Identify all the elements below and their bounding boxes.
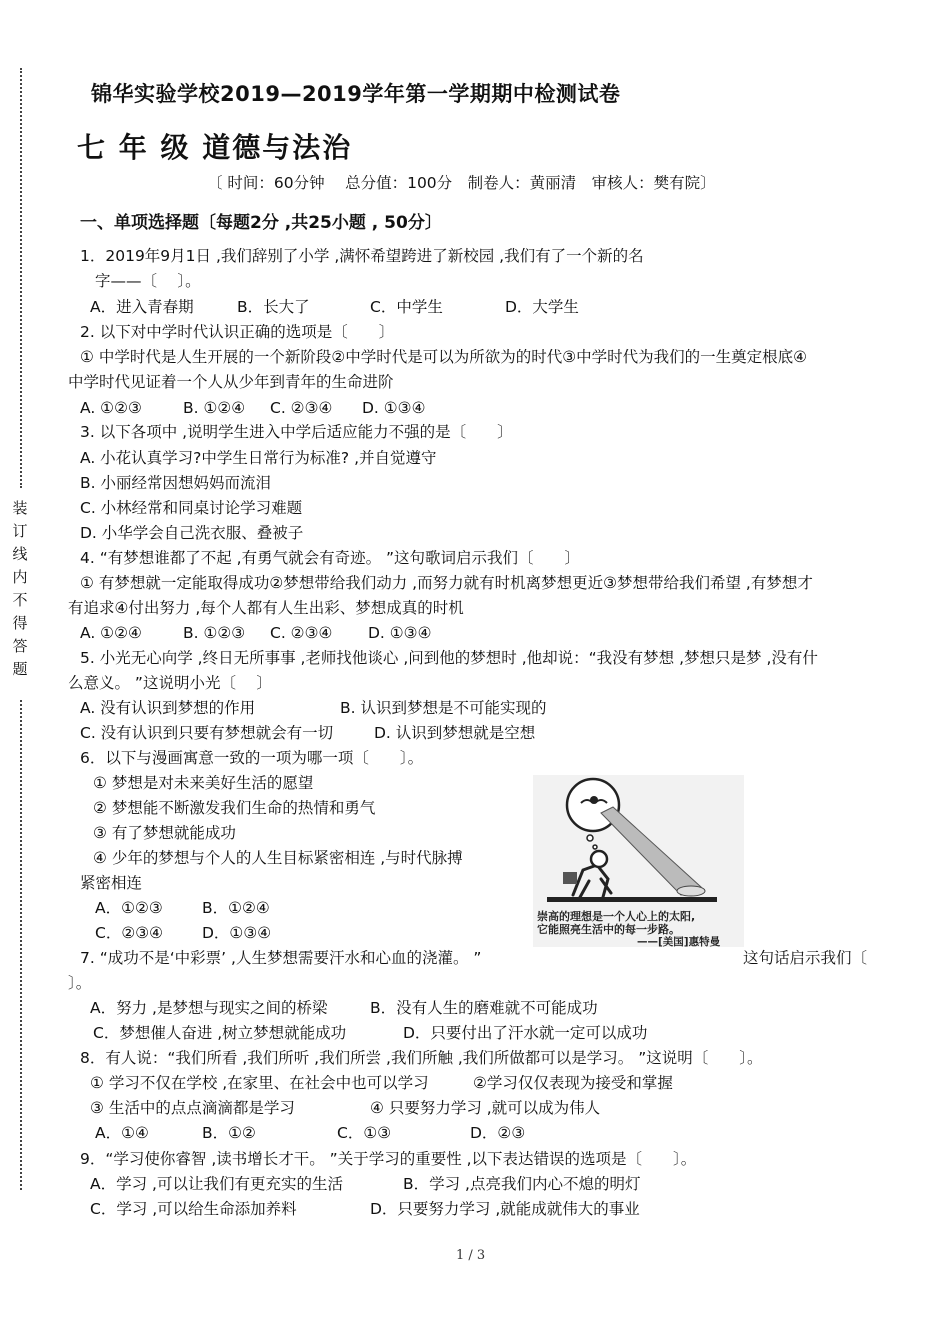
q6-stem: 6．以下与漫画寓意一致的一项为哪一项〔 〕。: [80, 749, 424, 767]
q4-option-d: D. ①③④: [368, 624, 432, 642]
binding-line-top: [20, 68, 22, 488]
binding-char: 内: [12, 568, 28, 586]
binding-char: 线: [12, 545, 28, 563]
q6-statement-2: ② 梦想能不断激发我们生命的热情和勇气: [93, 799, 376, 817]
cartoon-caption-2: 它能照亮生活中的每一步路。: [537, 923, 680, 936]
q4-statements-cont: 有追求④付出努力 ,每个人都有人生出彩、梦想成真的时机: [68, 599, 464, 617]
q9-stem: 9．“学习使你睿智 ,读书增长才干。 ”关于学习的重要性 ,以下表达错误的选项是〔 〕。: [80, 1150, 697, 1168]
q1-stem-cont: 字——〔 〕。: [95, 272, 201, 290]
q8-statement-4: ④ 只要努力学习 ,就可以成为伟人: [370, 1099, 601, 1117]
q8-option-a: A．①④: [95, 1124, 149, 1142]
q3-option-a: A. 小花认真学习?中学生日常行为标准? ,并自觉遵守: [80, 449, 437, 467]
q7-stem: 7. “成功不是‘中彩票’ ,人生梦想需要汗水和心血的浇灌。 ”: [80, 949, 482, 967]
q6-statement-3: ③ 有了梦想就能成功: [93, 824, 236, 842]
q2-option-b: B. ①②④: [183, 399, 246, 417]
q9-option-d: D．只要努力学习 ,就能成就伟大的事业: [370, 1200, 640, 1218]
q6-option-b: B．①②④: [202, 899, 270, 917]
q6-statement-1: ① 梦想是对未来美好生活的愿望: [93, 774, 314, 792]
q7-stem-right: 这句话启示我们〔: [743, 949, 868, 967]
binding-char: 题: [12, 660, 28, 678]
q3-option-d: D. 小华学会自己洗衣服、叠被子: [80, 524, 304, 542]
dream-sun-cartoon: [533, 775, 744, 947]
q7-option-b: B．没有人生的磨难就不可能成功: [370, 999, 598, 1017]
binding-line-bottom: [20, 700, 22, 1190]
q2-statements: ① 中学时代是人生开展的一个新阶段②中学时代是可以为所欲为的时代③中学时代为我们的一生奠定根底④: [80, 348, 808, 366]
q9-option-b: B．学习 ,点亮我们内心不熄的明灯: [403, 1175, 641, 1193]
q3-option-b: B. 小丽经常因想妈妈而流泪: [80, 474, 271, 492]
q1-stem: 1．2019年9月1日 ,我们辞别了小学 ,满怀希望跨进了新校园 ,我们有了一个新的名: [80, 247, 644, 265]
q2-option-c: C. ②③④: [270, 399, 333, 417]
q2-option-a: A. ①②③: [80, 399, 142, 417]
q1-option-c: C．中学生: [370, 298, 443, 316]
binding-char: 装: [12, 499, 28, 517]
q9-option-c: C．学习 ,可以给生命添加养料: [90, 1200, 297, 1218]
q6-option-c: C．②③④: [95, 924, 164, 942]
q7-option-c: C．梦想催人奋进 ,树立梦想就能成功: [93, 1024, 347, 1042]
q5-stem-cont: 么意义。 ”这说明小光〔 〕: [68, 674, 272, 692]
cartoon-author: ——[美国]惠特曼: [637, 936, 721, 947]
binding-char: 得: [12, 614, 28, 632]
q5-option-c: C. 没有认识到只要有梦想就会有一切: [80, 724, 334, 742]
q5-option-d: D. 认识到梦想就是空想: [374, 724, 536, 742]
q2-stem: 2. 以下对中学时代认识正确的选项是〔 〕: [80, 323, 395, 341]
binding-char: 订: [12, 522, 28, 540]
q8-statement-2: ②学习仅仅表现为接受和掌握: [473, 1074, 673, 1092]
school-title: 锦华实验学校2019—2019学年第一学期期中检测试卷: [91, 82, 621, 106]
q8-option-b: B．①②: [202, 1124, 256, 1142]
q4-option-a: A. ①②④: [80, 624, 142, 642]
q2-option-d: D. ①③④: [362, 399, 426, 417]
cartoon-caption-1: 崇高的理想是一个人心上的太阳,: [537, 910, 696, 923]
q6-statement-4: ④ 少年的梦想与个人的人生目标紧密相连 ,与时代脉搏: [93, 849, 463, 867]
q1-option-b: B．长大了: [237, 298, 310, 316]
q6-option-d: D．①③④: [202, 924, 272, 942]
binding-char: 不: [12, 591, 28, 609]
q5-option-b: B. 认识到梦想是不可能实现的: [340, 699, 547, 717]
q8-statement-1: ① 学习不仅在学校 ,在家里、在社会中也可以学习: [90, 1074, 429, 1092]
q5-option-a: A. 没有认识到梦想的作用: [80, 699, 256, 717]
grade-subject-title: 七 年 级 道德与法治: [77, 131, 353, 164]
q1-option-d: D．大学生: [505, 298, 579, 316]
q8-stem: 8．有人说：“我们所看 ,我们所听 ,我们所尝 ,我们所触 ,我们所做都可以是学习。 ”这说明〔 〕。: [80, 1049, 763, 1067]
q3-option-c: C. 小林经常和同桌讨论学习难题: [80, 499, 303, 517]
q9-option-a: A．学习 ,可以让我们有更充实的生活: [90, 1175, 343, 1193]
ground-line: [547, 897, 717, 902]
q6-statement-4-cont: 紧密相连: [80, 874, 143, 892]
q8-statement-3: ③ 生活中的点点滴滴都是学习: [90, 1099, 295, 1117]
q4-option-c: C. ②③④: [270, 624, 333, 642]
q7-option-d: D．只要付出了汗水就一定可以成功: [403, 1024, 648, 1042]
q1-option-a: A．进入青春期: [90, 298, 194, 316]
cartoon-illustration: [533, 775, 744, 947]
exam-meta: 〔 时间：60分钟 总分值：100分 制卷人：黄丽清 审核人：樊有院〕: [207, 174, 716, 192]
q2-statements-cont: 中学时代见证着一个人从少年到青年的生命进阶: [68, 373, 394, 391]
binding-warning: [10, 497, 30, 681]
q7-stem-cont: 〕。: [68, 974, 92, 992]
section-heading: 一、单项选择题〔每题2分 ,共25小题 , 50分〕: [80, 213, 442, 233]
q4-statements: ① 有梦想就一定能取得成功②梦想带给我们动力 ,而努力就有时机离梦想更近③梦想带给我们希望 ,有梦想才: [80, 574, 813, 592]
q8-option-d: D．②③: [470, 1124, 526, 1142]
q7-option-a: A．努力 ,是梦想与现实之间的桥梁: [90, 999, 328, 1017]
q4-option-b: B. ①②③: [183, 624, 246, 642]
q3-stem: 3. 以下各项中 ,说明学生进入中学后适应能力不强的是〔 〕: [80, 423, 513, 441]
q5-stem: 5. 小光无心向学 ,终日无所事事 ,老师找他谈心 ,问到他的梦想时 ,他却说：“我没有梦想 ,梦想只是梦 ,没有什: [80, 649, 818, 667]
q8-option-c: C．①③: [337, 1124, 392, 1142]
q6-option-a: A．①②③: [95, 899, 163, 917]
q4-stem: 4. “有梦想谁都了不起 ,有勇气就会有奇迹。 ”这句歌词启示我们〔 〕: [80, 549, 581, 567]
binding-char: 答: [12, 637, 28, 655]
page-number: 1 / 3: [456, 1248, 486, 1263]
